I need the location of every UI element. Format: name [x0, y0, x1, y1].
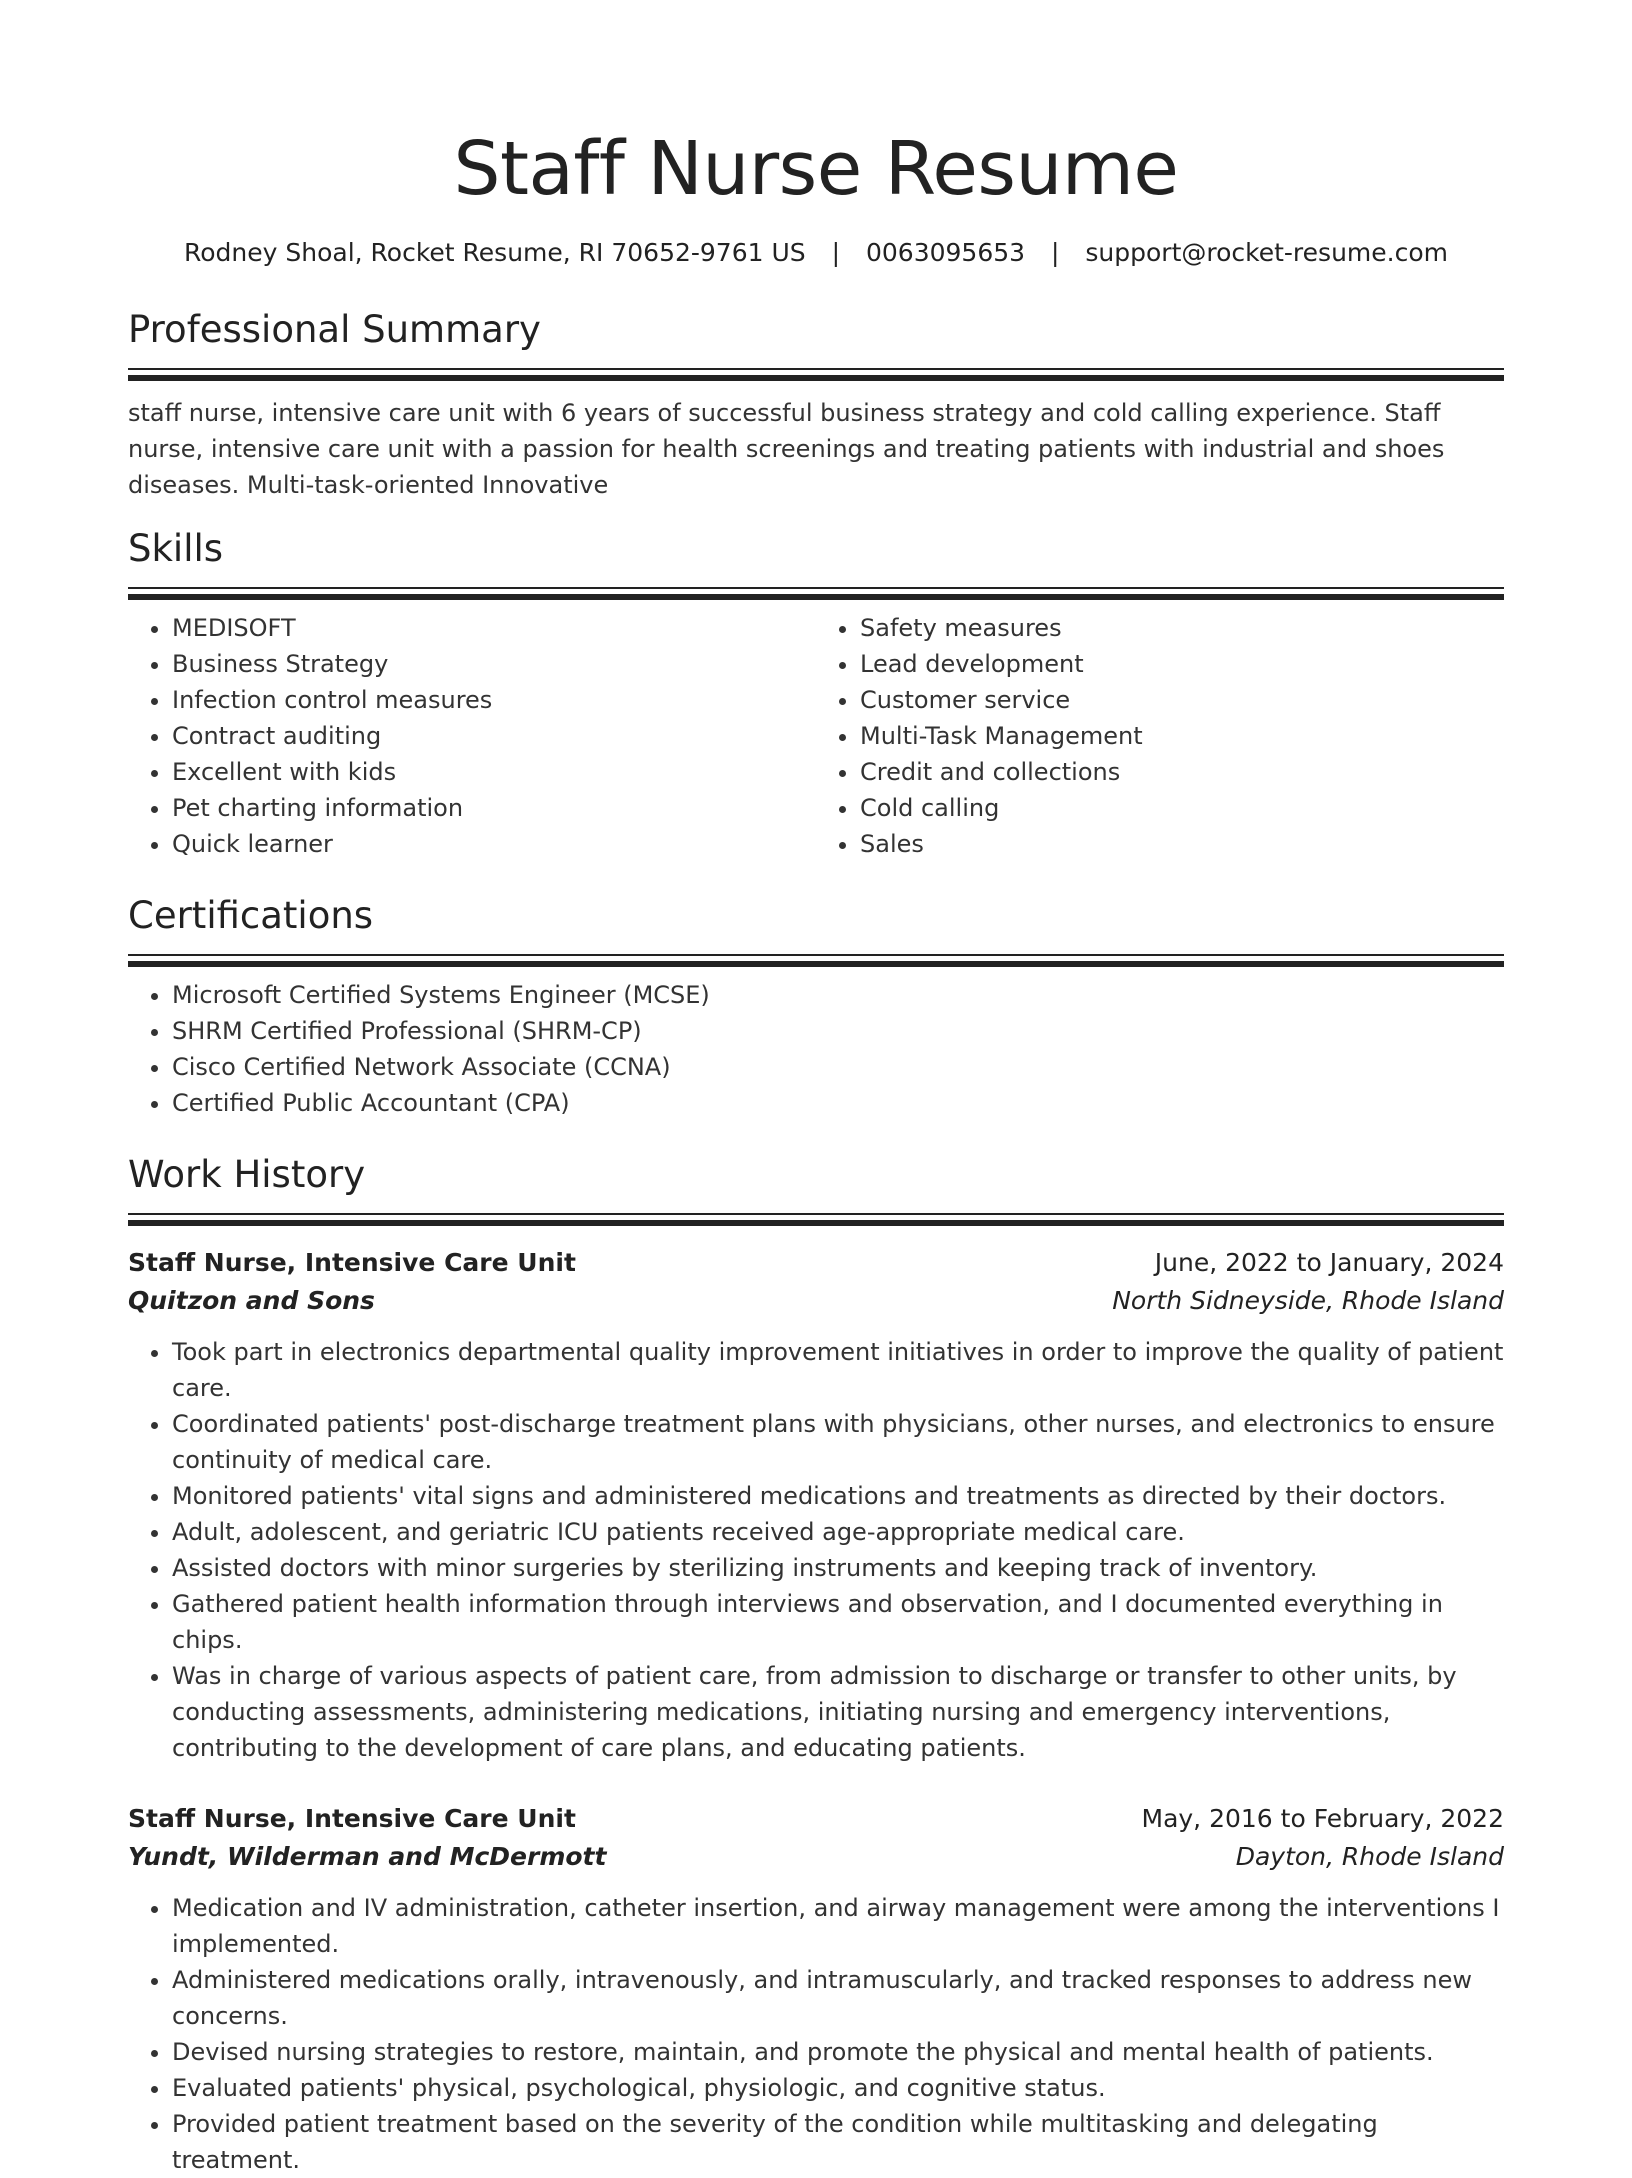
summary-text: staff nurse, intensive care unit with 6 years of successful business strategy and cold calling experience. Staff nurse, intensive care unit with a passion for health screenings and treating patients with industrial and shoes diseases. Multi-task-oriented Innovative: [128, 399, 1445, 499]
summary-heading: Professional Summary: [128, 308, 541, 351]
skills-grid: [128, 600, 1504, 862]
contact-address: Rodney Shoal, Rocket Resume, RI 70652-9761 US: [183, 238, 806, 267]
job-duties-list: [128, 1890, 1504, 2178]
contact-separator: |: [1051, 238, 1060, 267]
skill-item: • Excellent with kids: [172, 754, 816, 790]
summary-section-header: [128, 306, 1504, 381]
job-dates: May, 2016 to February, 2022: [1141, 1804, 1504, 1833]
job-duty: • Provided patient treatment based on the severity of the condition while multitasking and delegating treatment.: [172, 2106, 1504, 2178]
work-section-header: [128, 1151, 1504, 1226]
job-dates: June, 2022 to January, 2024: [1154, 1248, 1504, 1277]
section-divider-thick: [128, 961, 1504, 967]
job-duty: • Took part in electronics departmental quality improvement initiatives in order to improve the quality of patient care.: [172, 1334, 1504, 1406]
job-employer-row: [128, 1282, 1504, 1320]
job-header-row: [128, 1800, 1504, 1838]
job-company: Quitzon and Sons: [128, 1286, 375, 1315]
contact-phone: 0063095653: [865, 238, 1026, 267]
section-divider: [128, 1213, 1504, 1215]
section-divider: [128, 587, 1504, 589]
job-location: Dayton, Rhode Island: [1235, 1842, 1504, 1871]
skill-item: • Quick learner: [172, 826, 816, 862]
job-location: North Sidneyside, Rhode Island: [1112, 1286, 1504, 1315]
job-title: Staff Nurse, Intensive Care Unit: [128, 1248, 576, 1277]
job-entry: [128, 1800, 1504, 2178]
skills-list-right: [816, 610, 1504, 862]
skill-item: • Contract auditing: [172, 718, 816, 754]
job-entry: [128, 1244, 1504, 1766]
skill-item: • Infection control measures: [172, 682, 816, 718]
job-header-row: [128, 1244, 1504, 1282]
section-divider: [128, 368, 1504, 370]
job-duty: • Adult, adolescent, and geriatric ICU patients received age-appropriate medical care.: [172, 1514, 1504, 1550]
skills-section-header: [128, 525, 1504, 600]
job-duty: • Gathered patient health information through interviews and observation, and I documented everything in chips.: [172, 1586, 1504, 1658]
contact-line: [128, 236, 1504, 270]
skill-item: • Sales: [860, 826, 1504, 862]
work-heading: Work History: [128, 1153, 366, 1196]
contact-separator: |: [831, 238, 841, 267]
skill-item: • Multi-Task Management: [860, 718, 1504, 754]
contact-email: support@rocket-resume.com: [1085, 238, 1448, 267]
certification-item: • Microsoft Certified Systems Engineer (MCSE): [172, 977, 1504, 1013]
certifications-section-header: [128, 892, 1504, 967]
job-duty: • Was in charge of various aspects of patient care, from admission to discharge or transfer to other units, by conducting assessments, administering medications, initiating nursing and emergency interventions, contributing to the development of care plans, and educating patients.: [172, 1658, 1504, 1766]
job-duty: • Monitored patients' vital signs and administered medications and treatments as directed by their doctors.: [172, 1478, 1504, 1514]
certification-item: • SHRM Certified Professional (SHRM-CP): [172, 1013, 1504, 1049]
skill-item: • Safety measures: [860, 610, 1504, 646]
skill-item: • MEDISOFT: [172, 610, 816, 646]
skill-item: • Lead development: [860, 646, 1504, 682]
job-duties-list: [128, 1334, 1504, 1766]
skills-list-left: [128, 610, 816, 862]
job-duty: • Assisted doctors with minor surgeries by sterilizing instruments and keeping track of inventory.: [172, 1550, 1504, 1586]
certifications-list: [128, 977, 1504, 1121]
section-divider-thick: [128, 1220, 1504, 1226]
job-duty: • Evaluated patients' physical, psychological, physiologic, and cognitive status.: [172, 2070, 1504, 2106]
skills-heading: Skills: [128, 527, 224, 570]
skill-item: • Customer service: [860, 682, 1504, 718]
section-divider: [128, 954, 1504, 956]
job-title: Staff Nurse, Intensive Care Unit: [128, 1804, 576, 1833]
job-duty: • Administered medications orally, intravenously, and intramuscularly, and tracked responses to address new concerns.: [172, 1962, 1504, 2034]
job-duty: • Medication and IV administration, catheter insertion, and airway management were among the interventions I implemented.: [172, 1890, 1504, 1962]
job-duty: • Coordinated patients' post-discharge treatment plans with physicians, other nurses, and electronics to ensure continuity of medical care.: [172, 1406, 1504, 1478]
resume-title: Staff Nurse Resume: [453, 126, 1179, 212]
certifications-heading: Certifications: [128, 894, 374, 937]
certification-item: • Certified Public Accountant (CPA): [172, 1085, 1504, 1121]
certification-item: • Cisco Certified Network Associate (CCNA): [172, 1049, 1504, 1085]
skill-item: • Cold calling: [860, 790, 1504, 826]
job-company: Yundt, Wilderman and McDermott: [128, 1842, 607, 1871]
skill-item: • Pet charting information: [172, 790, 816, 826]
skill-item: • Credit and collections: [860, 754, 1504, 790]
job-employer-row: [128, 1838, 1504, 1876]
job-duty: • Devised nursing strategies to restore, maintain, and promote the physical and mental health of patients.: [172, 2034, 1504, 2070]
section-divider-thick: [128, 375, 1504, 381]
skill-item: • Business Strategy: [172, 646, 816, 682]
